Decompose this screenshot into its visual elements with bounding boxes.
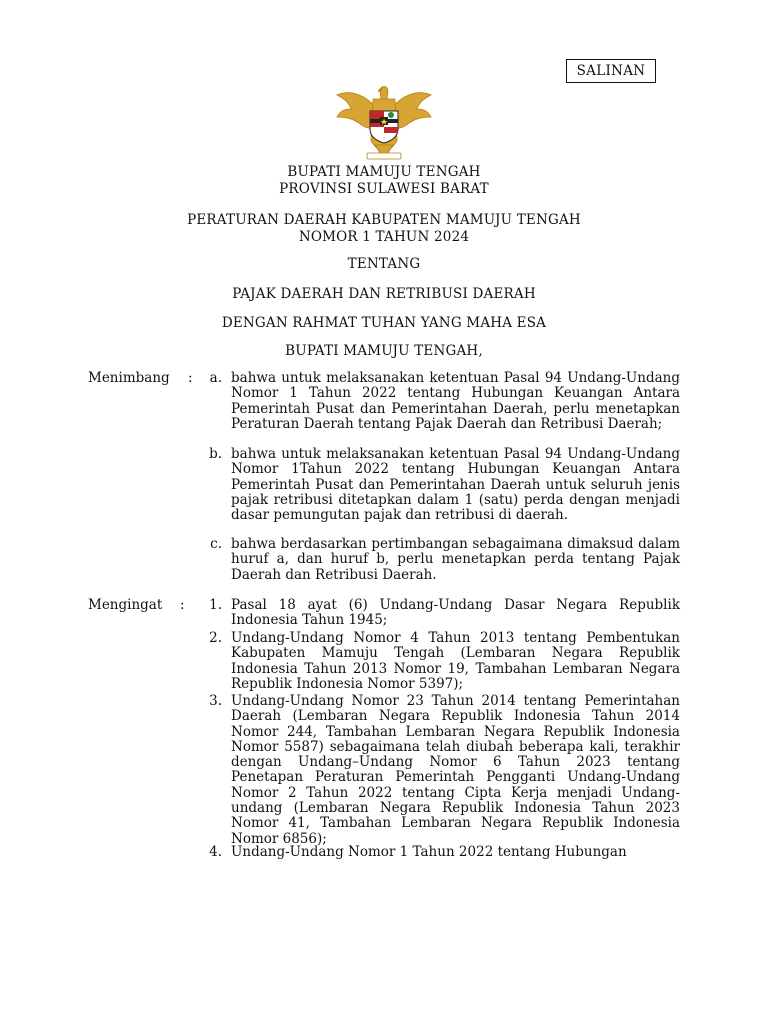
- mengingat-item-text: Undang-Undang Nomor 23 Tahun 2014 tentang Pemerintahan Daerah (Lembaran Negara Republik Indonesia Tahun 2014 Nomor 244, Tambahan Lembaran Negara Republik Indonesia Nomor 5587) sebagaimana telah diubah beberapa kali, terakhir dengan Undang–Undang Nomor 6 Tahun 2023 tentang Penetapan Peraturan Pemerintah Pengganti Undang-Undang Nomor 2 Tahun 2022 tentang Cipta Kerja menjadi Undang-undang (Lembaran Negara Republik Indonesia Tahun 2023 Nomor 41, Tambahan Lembaran Negara Republik Indonesia Nomor 6856);: [231, 693, 680, 847]
- regulation-number: NOMOR 1 TAHUN 2024: [298, 229, 470, 245]
- blessing-line: DENGAN RAHMAT TUHAN YANG MAHA ESA: [221, 315, 547, 331]
- menimbang-item-marker: b.: [209, 446, 222, 462]
- regulation-subject: PAJAK DAERAH DAN RETRIBUSI DAERAH: [232, 286, 536, 302]
- mengingat-colon: :: [180, 597, 185, 613]
- province-header-line: PROVINSI SULAWESI BARAT: [279, 181, 489, 197]
- menimbang-label: Menimbang: [88, 370, 170, 386]
- about-heading: TENTANG: [347, 256, 421, 272]
- regent-line: BUPATI MAMUJU TENGAH,: [285, 343, 483, 359]
- mengingat-item-marker: 4.: [209, 844, 222, 860]
- menimbang-item-marker: c.: [210, 536, 222, 552]
- mengingat-item-marker: 2.: [209, 630, 222, 646]
- menimbang-item-text: bahwa untuk melaksanakan ketentuan Pasal 94 Undang-Undang Nomor 1 Tahun 2022 tentang Hubungan Keuangan Antara Pemerintah Pusat dan Pemerintahan Daerah, perlu menetapkan Peraturan Daerah tentang Pajak Daerah dan Retribusi Daerah;: [231, 370, 680, 432]
- regent-header-line: BUPATI MAMUJU TENGAH: [287, 164, 481, 180]
- mengingat-item-marker: 3.: [209, 693, 222, 709]
- mengingat-item-marker: 1.: [209, 597, 222, 613]
- salinan-stamp: SALINAN: [566, 59, 656, 83]
- garuda-emblem-icon: [333, 81, 435, 163]
- mengingat-item-text: Undang-Undang Nomor 1 Tahun 2022 tentang Hubungan: [231, 844, 627, 860]
- mengingat-item-text: Undang-Undang Nomor 4 Tahun 2013 tentang Pembentukan Kabupaten Mamuju Tengah (Lembaran Negara Republik Indonesia Tahun 2013 Nomor 19, Tambahan Lembaran Negara Republik Indonesia Nomor 5397);: [231, 630, 680, 692]
- regulation-title: PERATURAN DAERAH KABUPATEN MAMUJU TENGAH: [187, 212, 581, 228]
- menimbang-item-text: bahwa berdasarkan pertimbangan sebagaimana dimaksud dalam huruf a, dan huruf b, perlu menetapkan perda tentang Pajak Daerah dan Retribusi Daerah.: [231, 536, 680, 583]
- menimbang-colon: :: [188, 370, 193, 386]
- menimbang-item-marker: a.: [209, 370, 222, 386]
- mengingat-label: Mengingat: [88, 597, 163, 613]
- mengingat-item-text: Pasal 18 ayat (6) Undang-Undang Dasar Negara Republik Indonesia Tahun 1945;: [231, 597, 680, 629]
- menimbang-item-text: bahwa untuk melaksanakan ketentuan Pasal 94 Undang-Undang Nomor 1Tahun 2022 tentang Hubungan Keuangan Antara Pemerintah Pusat dan Pemerintahan Daerah untuk seluruh jenis pajak retribusi ditetapkan dalam 1 (satu) perda dengan menjadi dasar pemungutan pajak dan retribusi di daerah.: [231, 446, 680, 524]
